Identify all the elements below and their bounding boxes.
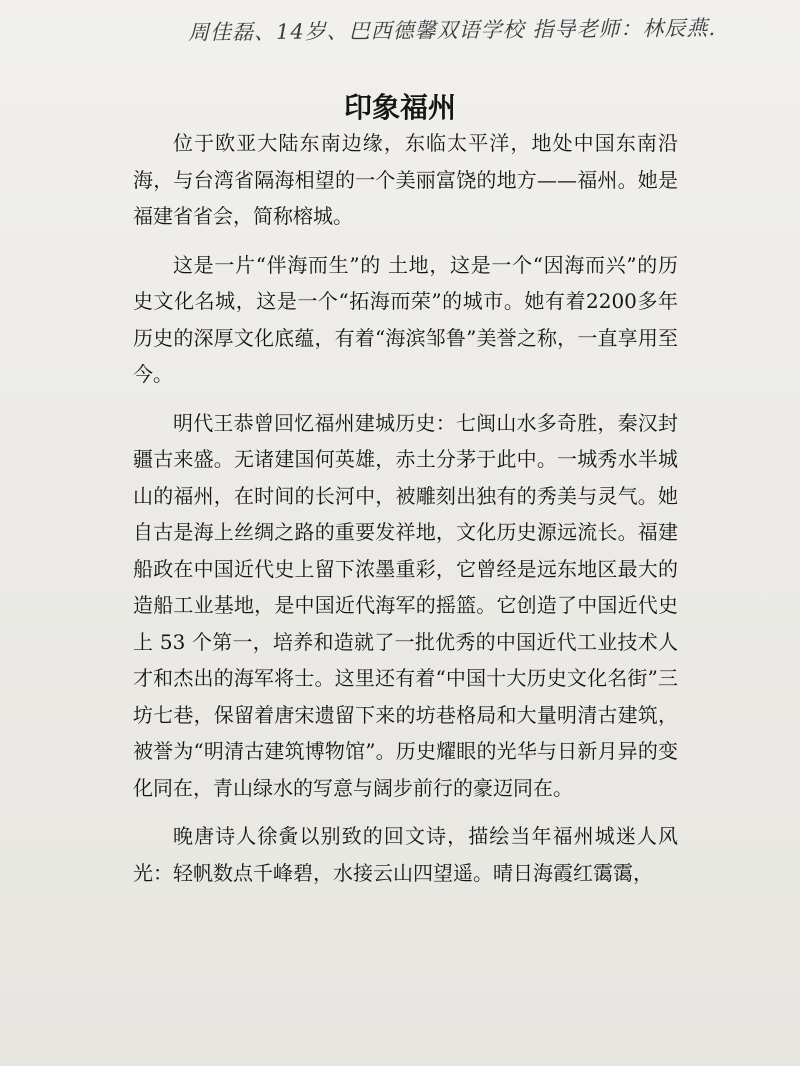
document-title: 印象福州	[343, 91, 456, 124]
paragraph-2: 这是一片“伴海而生”的 土地，这是一个“因海而兴”的历史文化名城，这是一个“拓海而荣”的城市。她有着2200多年历史的深厚文化底蕴，有着“海滨邹鲁”美誉之称，一直享用至今。	[133, 252, 678, 386]
paragraph-3: 明代王恭曾回忆福州建城历史：七闽山水多奇胜，秦汉封疆古来盛。无诸建国何英雄，赤土分茅于此中。一城秀水半城山的福州，在时间的长河中，被雕刻出独有的秀美与灵气。她自古是海上丝绸之路的重要发祥地，文化历史源远流长。福建船政在中国近代史上留下浓墨重彩，它曾经是远东地区最大的造船工业基地，是中国近代海军的摇篮。它创造了中国近代史上 53 个第一，培养和造就了一批优秀的中国近代工业技术人才和杰出的海军将士。这里还有着“中国十大历史文化名街”三坊七巷，保留着唐宋遗留下来的坊巷格局和大量明清古建筑，被誉为“明清古建筑博物馆”。历史耀眼的光华与日新月异的变化同在，青山绿水的写意与阔步前行的豪迈同在。	[133, 410, 678, 800]
document-body	[133, 125, 678, 903]
paragraph-1: 位于欧亚大陆东南边缘，东临太平洋，地处中国东南沿海，与台湾省隔海相望的一个美丽富饶的地方——福州。她是福建省省会，简称榕城。	[133, 131, 678, 228]
paragraph-4: 晚唐诗人徐夤以别致的回文诗，描绘当年福州城迷人风光：轻帆数点千峰碧，水接云山四望遥。晴日海霞红霭霭，	[133, 824, 678, 885]
handwritten-author-note: 周佳磊、14岁、巴西德馨双语学校 指导老师：林辰燕.	[187, 16, 717, 45]
